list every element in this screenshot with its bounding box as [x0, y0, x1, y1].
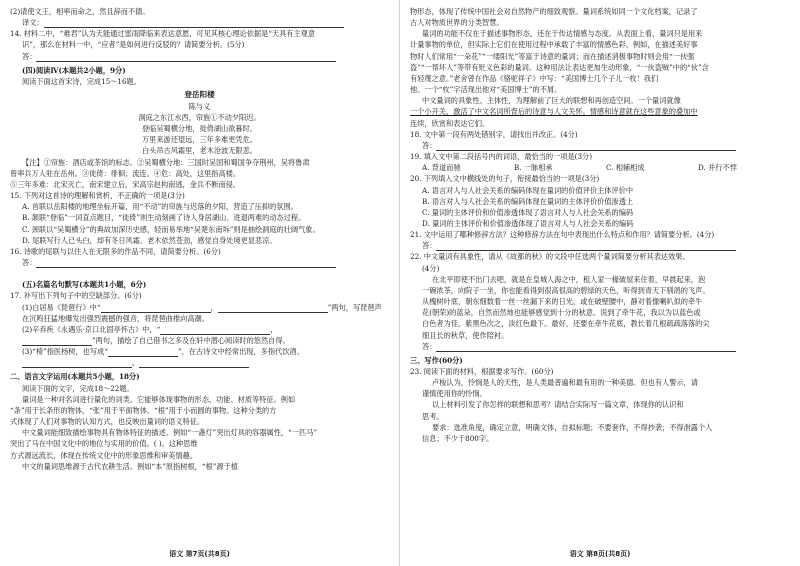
reading-heading: (四)阅读Ⅳ(本题共2小题，9分): [22, 65, 126, 75]
passage-line: 有轻蔑之意。”老舍曾在作品《骆驼祥子》中写：“美国博士几个子儿一枚！我们: [410, 73, 659, 83]
answer-line: [36, 54, 336, 62]
part2-instruction: 阅读下面的文字，完成18～22题。: [22, 383, 134, 393]
text-line: 答：: [410, 240, 790, 251]
q17-item-1-cont: 在沉鸣狂猛地爆发出强烈震撼的强音，将琵琶曲推向高潮。: [22, 313, 209, 323]
text-line: 答：: [10, 51, 389, 62]
note-line: ⑤三年多难：北宋灭亡，南宋建立后，宋高宗赵构南逃，金兵不断南侵。: [10, 179, 241, 189]
text-line: (4分): [422, 263, 440, 273]
passage-line: 物形态，体现了传统中国社会对自然物产的细致观察。量词系统如同一个文化档案，记录了: [410, 7, 698, 16]
option-a: A. 首联以岳阳楼的地理坐标开篇，用“不动”的帘旌与迟落的夕阳，营造了压抑的氛围。: [22, 202, 298, 212]
fill-blank: [160, 327, 270, 335]
passage-line: 中文的量词思维源于古代农耕生活。例如“本”原指树根，“根”源于植: [22, 461, 238, 471]
q19-options: [410, 162, 790, 173]
passage-line: 盗”“一帮坏人”等带有贬义色彩的量词。这种用法让表达更加生动形象，“一伙盗贼”中的“伙”含: [410, 62, 709, 72]
note-line: 曾率兵万人驻在岳州。③徙倚：徘徊；流连。④危：高处，这里指高楼。: [10, 168, 241, 178]
answer-line: [436, 344, 736, 352]
option-d: D. 并行不悖: [698, 163, 737, 173]
question-14: 14. 材料二中，“难君”认为天能通过雷雨降临来表达意愿，可见其核心理论依据是“天具有主观意: [10, 29, 316, 39]
poem-line: 登临吴蜀横分地，徙倚湖山欲暮时。: [141, 124, 257, 134]
question-17: 17. 补写出下列句子中的空缺部分。(6分): [10, 291, 142, 301]
option-c: C. 颈联以“吴蜀横分”的典故加深历史感，轻而易举地“吴楚东南坼”则是抽绘洞庭的壮阔气象。: [22, 224, 320, 234]
passage-line: 量词是一种对名词进行量化的词类。它能够体现事物的形态、功能、材质等特征。例如: [22, 394, 296, 404]
option-b: B. 语言对人与人社会关系的编码体现在量词的主体评价价值渗透上: [422, 196, 634, 206]
answer-line: [436, 243, 736, 251]
excerpt-line: 在北平即使不出门去吧，就是在皇城人海之中，租人家一椽破屋来住着，早晨起来，泡: [432, 274, 706, 284]
question-15: 15. 下列对这首诗的理解和赏析，不正确的一项是(3分): [10, 191, 185, 201]
question-22: 22. 中文量词有具象性，请从《故都的秋》的文段中任选两个量词简要分析其表达效果。: [410, 252, 690, 262]
q17-item-2: (2)辛弃疾《永遇乐·京口北固亭怀古》中，“ ，: [22, 324, 278, 334]
passage-line: 中文量词的具象性、主体性，为理解前了巨大的联想和再创造空间。一个量词就像: [422, 96, 681, 106]
page-right: [400, 0, 800, 566]
excerpt-line: 白色者为佳，紫黑色次之，淡红色最下。最好，还要在牵牛花底，教长着几根疏疏落落的尖: [422, 319, 710, 329]
fill-blank: [22, 338, 92, 346]
poem-line: 万里来游还望远，三年多难更凭危。: [141, 135, 257, 145]
passage-line: 他。一个“枚”字活现出他对“美国博士”的不屑。: [410, 85, 562, 95]
passage-line: 式体现了人们对事物的认知方式，也反映出量词的语义特征。: [10, 417, 205, 427]
question-16: 16. 诗歌的尾联与以往人在无限多的作品不同，请简要分析。(6分): [10, 246, 221, 256]
prompt-line: 思考。: [422, 411, 444, 421]
reading-instruction: 阅读下面这首宋诗，完成15～16题。: [22, 76, 141, 86]
answer-line: [44, 20, 344, 28]
option-b: B. 颔联“登临”一词直点题目，“徙倚”则生动刻画了诗人身居湖山、进退两难的动态过程。: [22, 213, 306, 223]
answer-line: [436, 143, 736, 151]
question-19: 19. 填入文中第二段括号内的词语，最恰当的一项是(3分): [410, 152, 593, 162]
q17-item-2-cont: ”两句，描绘了自己借书之多及在轩中潜心阅读时的悠然自得。: [10, 335, 389, 346]
text-line: 答：: [410, 140, 790, 151]
fill-blank: [101, 305, 211, 313]
material-line: 谨慎使用你的怜悯。: [422, 389, 487, 399]
passage-line: 中文量词能细致描绘事物具有物体特征的描述。例如“一盏灯”突出灯具的容器属性，“一匹马”: [22, 428, 318, 438]
q17-item-1: (1)白居易《琵琶行》中“ ， ”两句，写琵琶声: [22, 302, 382, 312]
passage-line: 一个小开关，激活了中文名词所背后的诗意与人文关怀。情感和诗意就在这些意象的叠加中: [410, 107, 698, 117]
passage-line: “条”用于长条形的物体，“张”用于平面物体，“根”用于小而圆的事物。这种分类的方: [10, 405, 277, 415]
excerpt-line: 从槐树叶底，朝东细数着一丝一丝漏下来的日光，或在破壁腰中，静对着像喇叭似的牵牛: [422, 297, 703, 307]
fill-blank: [139, 360, 249, 368]
question-20: 20. 下列填入文中横线处的句子，衔接最恰当的一项是(3分): [410, 174, 600, 184]
text-line: 识”，那么在材料一中，“应者”是如何进行反驳的？请简要分析。(5分): [22, 40, 245, 50]
passage-line: 计量事物的单位，但实际上它们在使用过程中承载了丰富的情感色彩。例如，在描述美好事: [410, 40, 698, 50]
part3-heading: 三、写作(60分): [410, 355, 463, 365]
option-c: C. 量词的主体评价和价值渗透体现了语言对人与人社会关系的编码: [422, 207, 634, 217]
excerpt-line: 一碗浓茶，向院子一坐，你也能看得到很高很高的碧绿的天色，听得到青天下驯鸽的飞声。: [422, 285, 710, 295]
q17-item-3: (3)“椅”指医杨树，也写成“ ”，在古诗文中经常出现，多指代饮酒。: [22, 347, 304, 357]
passage-line: 物时人们常用“一朵花”“一缕阳光”等富于诗意的量词；而在描述消极事物时则会用“一伙强: [410, 51, 695, 61]
passage-line: 突出了马在中国文化中的地位与实用的价值。( )。这种思维: [10, 439, 198, 449]
part2-heading: 二、语言文字运用(本题共5小题，18分): [10, 372, 140, 382]
option-d: D. 量词的主体评价和价值渗透体现了语言对人与人社会关系的编码: [422, 218, 634, 228]
requirement-line: 信息；不少于800字。: [422, 433, 494, 443]
material-line: 卢梭认为，怜悯是人的天性，是人类最普遍和最有用的一种美德。但也有人警示，请: [432, 378, 698, 388]
option-b: B. 一脉相承: [514, 163, 553, 173]
option-a: A. 背道而驰: [422, 163, 461, 173]
question-18: 18. 文中第一段有两处错别字，请找出并改正。(4分): [410, 129, 578, 139]
poem-line: 洞庭之东江水西，帘旌①不动夕阳迟。: [138, 113, 261, 123]
excerpt-line: 细且长的秋草，使作陪衬。: [422, 330, 509, 340]
answer-line: [36, 260, 336, 268]
excerpt-line: 花(朝荣)的蓝朵，自然而然地也能够感觉到十分的秋意。说到了牵牛花，我以为以蓝色或: [422, 308, 701, 318]
passage-line: 连续，欣赏和表达它们。: [410, 118, 490, 128]
requirement-line: 要求：选准角度，确定立意，明确文体，自拟标题；不要套作，不得抄袭；不得泄露个人: [432, 422, 713, 432]
passage-line: 古人对物质世界的分类智慧。: [410, 18, 504, 28]
text-line: 答：: [410, 341, 790, 352]
note-line: 【注】①帘旌：酒店或茶馆的标志。②吴蜀横分地：三国时吴国和蜀国争夺荆州，吴将鲁肃: [22, 157, 310, 167]
fill-blank: [218, 305, 328, 313]
text-line: (2)请使文王，相率而命之，然且辞而不德。: [10, 7, 150, 16]
poem-author: 陈与义: [188, 101, 211, 111]
poem-title: 登岳阳楼: [184, 90, 215, 100]
text-line: 译文：: [10, 17, 389, 28]
page-footer-left: 语文 第7页(共8页): [169, 550, 230, 559]
option-c: C. 相辅相成: [606, 163, 645, 173]
question-23: 23. 阅读下面的材料，根据要求写作。(60分): [410, 367, 554, 376]
fill-blank: [22, 360, 132, 368]
q17-item-3-cont: ，: [10, 357, 389, 368]
option-d: D. 尾联写行人已头白，却有冬日风霜、老木依然苍劲，感觉自身处境更显悲凉。: [22, 235, 277, 245]
option-a: A. 语言对人与人社会关系的编码体现在量词的价值评价主体评价中: [422, 185, 634, 195]
poem-line: 白头吊古风霜里，老木沧波无限悲。: [141, 146, 257, 156]
passage-line: 量词的功能不仅在于描述事物形态，还在于传达情感与态度。从表面上看，量词只是用来: [422, 29, 703, 39]
fill-blank: [108, 349, 178, 357]
text-line: 答：: [10, 257, 389, 268]
passage-line: 方式源远流长，体现在传统文化中的形象思维和审美情趣。: [10, 450, 197, 460]
question-21: 21. 文中运用了哪种修辞方法？这种修辞方法在句中表现出什么特点和作用？请简要分析。(4分): [410, 230, 715, 240]
page-footer-right: 语文 第8页(共8页): [569, 550, 631, 559]
dictation-heading: (五)名篇名句默写(本题共1小题，6分): [22, 280, 147, 290]
prompt-line: 以上材料引发了你怎样的联想和思考？请结合实际写一篇文章，体现你的认识和: [432, 400, 684, 410]
